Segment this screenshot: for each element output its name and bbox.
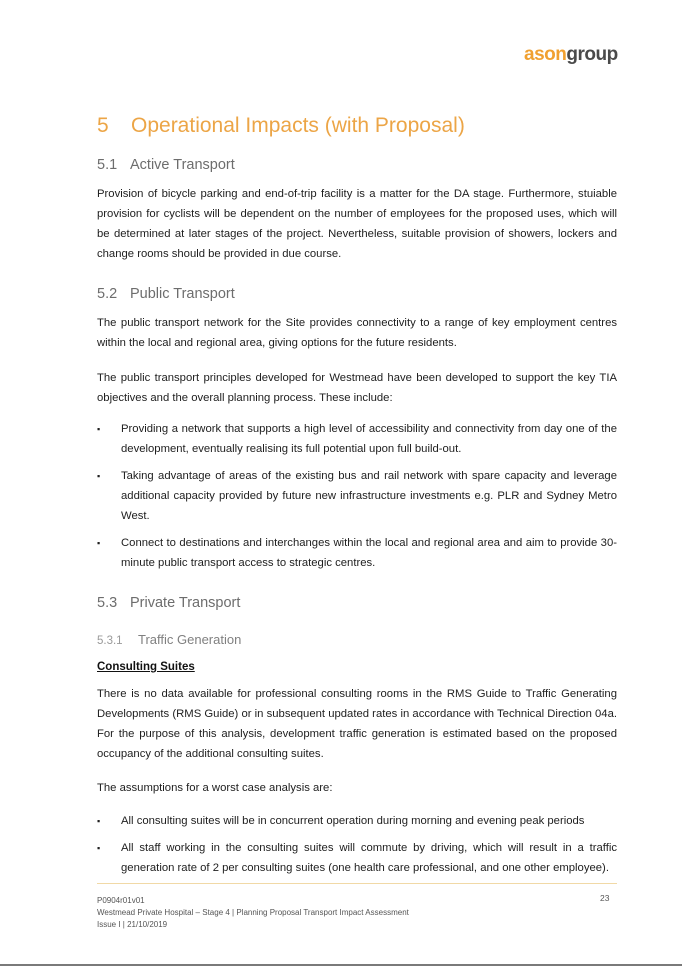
list-item-text: Connect to destinations and interchanges within the local and regional area and aim to provide 30-minute public transport access to strategic centres.: [121, 537, 617, 569]
section-heading: [97, 114, 465, 138]
list-item: [97, 466, 617, 526]
list-item: [97, 811, 617, 831]
subsubsection-number: 5.3.1: [97, 635, 123, 647]
list-item-text: All staff working in the consulting suites will commute by driving, which will result in a traffic generation rate of 2 per consulting suites (one health care professional, and one other employee).: [121, 842, 617, 874]
subsection-number: 5.1: [97, 157, 118, 173]
page-number: 23: [600, 893, 610, 903]
company-logo: [524, 44, 618, 66]
bullet-icon: ▪: [97, 471, 101, 481]
bullet-icon: ▪: [97, 424, 101, 434]
footer-project: Westmead Private Hospital – Stage 4 | Planning Proposal Transport Impact Assessment: [97, 908, 409, 917]
subsection-heading-private-transport: [97, 595, 240, 611]
footer-divider: [97, 883, 617, 884]
list-item: [97, 419, 617, 459]
subsection-heading-active-transport: [97, 157, 235, 173]
paragraph-active-transport: Provision of bicycle parking and end-of-trip facility is a matter for the DA stage. Furthermore, stuiable provision for cyclists will be dependent on the number of employees for the proposed uses, which will be determined at later stages of the project. Nevertheless, suitable provision of showers, lockers and change rooms should be provided in due course.: [97, 188, 617, 260]
bullet-icon: ▪: [97, 816, 101, 826]
list-item: [97, 533, 617, 573]
subsubsection-title: Traffic Generation: [138, 632, 242, 647]
paragraph-traffic-generation-1: There is no data available for professional consulting rooms in the RMS Guide to Traffic Generating Developments (RMS Guide) or in subsequent updated rates in accordance with Technical Direction 04a. For the purpose of this analysis, development traffic generation is estimated based on the proposed occupancy of the additional consulting suites.: [97, 688, 617, 760]
footer-issue: Issue I | 21/10/2019: [97, 920, 168, 929]
list-item-text: Taking advantage of areas of the existing bus and rail network with spare capacity and leverage additional capacity provided by future new infrastructure investments e.g. PLR and Sydney Metro West.: [121, 470, 617, 522]
paragraph-public-transport-1: The public transport network for the Site provides connectivity to a range of key employment centres within the local and regional area, giving options for the future residents.: [97, 317, 617, 349]
list-item-text: Providing a network that supports a high level of accessibility and connectivity from day one of the development, eventually realising its full potential upon full build-out.: [121, 423, 617, 455]
subsubsection-heading-traffic-generation: [97, 632, 241, 647]
paragraph-public-transport-2: The public transport principles developed for Westmead have been developed to support the key TIA objectives and the overall planning process. These include:: [97, 372, 617, 404]
bullet-icon: ▪: [97, 538, 101, 548]
list-item-text: All consulting suites will be in concurrent operation during morning and evening peak periods: [121, 815, 585, 827]
subsection-title: Active Transport: [130, 157, 235, 173]
footer-doc-ref: P0904r01v01: [97, 896, 145, 905]
subsection-number: 5.2: [97, 286, 118, 302]
subsection-heading-public-transport: [97, 286, 235, 302]
logo-part-orange: ason: [524, 44, 567, 65]
consulting-suites-subheading: Consulting Suites: [97, 661, 195, 673]
subsection-number: 5.3: [97, 595, 118, 611]
bullet-icon: ▪: [97, 843, 101, 853]
list-item: [97, 838, 617, 878]
paragraph-traffic-generation-2: The assumptions for a worst case analysis are:: [97, 782, 333, 794]
logo-part-grey: group: [566, 44, 618, 65]
subsection-title: Public Transport: [130, 286, 235, 302]
subsection-title: Private Transport: [130, 595, 241, 611]
section-title: Operational Impacts (with Proposal): [131, 114, 465, 137]
section-number: 5: [97, 114, 109, 137]
